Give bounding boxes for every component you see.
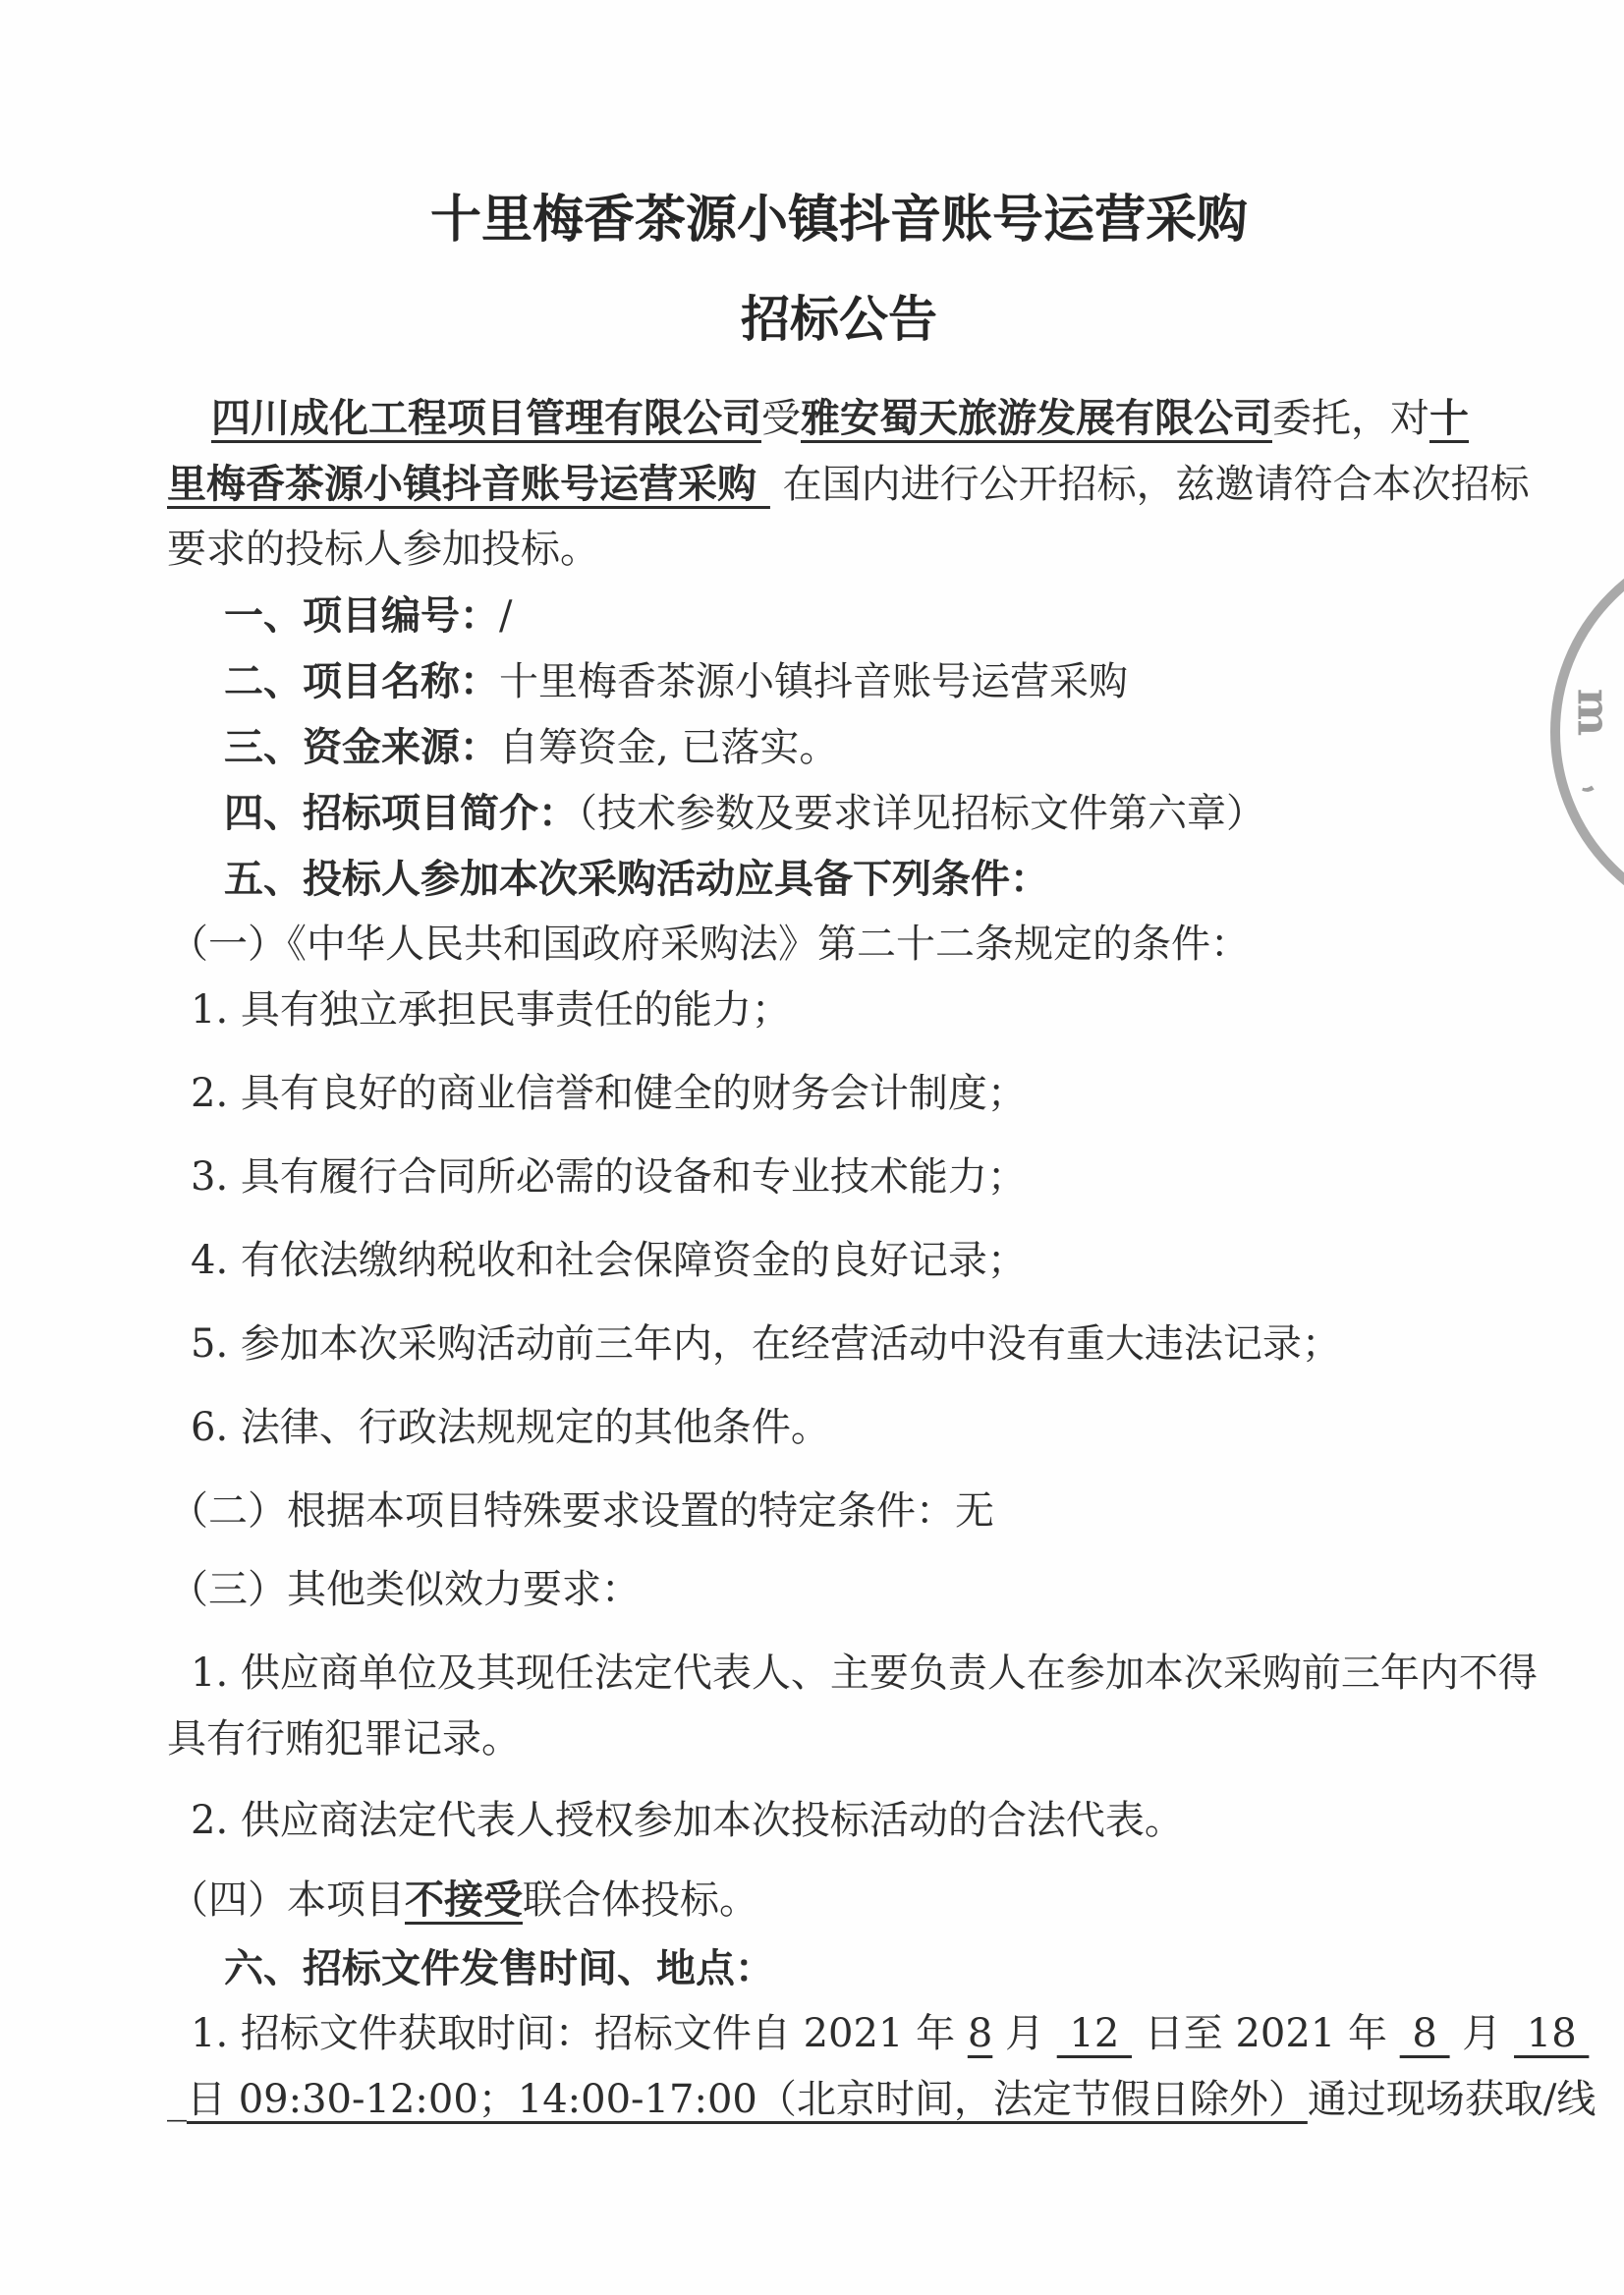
doc-line-22	[167, 1788, 1415, 1854]
doc-line-19	[167, 1557, 1415, 1623]
doc-line-25	[167, 2001, 1590, 2067]
text-run: 二、项目名称：	[224, 658, 499, 704]
text-run: 委托，对	[1272, 396, 1429, 441]
text-run: 十里梅香茶源小镇抖音账号运营采购	[499, 659, 1128, 704]
seal-glyph: m	[1567, 688, 1621, 737]
text-run: 4. 有依法缴纳税收和社会保障资金的良好记录；	[191, 1238, 1027, 1283]
doc-line-10	[167, 846, 1415, 912]
text-run: 日至 2021 年	[1132, 2011, 1400, 2056]
document-body	[167, 175, 1596, 2133]
doc-line-8	[167, 714, 1415, 780]
text-run: 里梅香茶源小镇抖音账号运营采购	[167, 461, 770, 507]
text-run: 十	[1429, 395, 1469, 441]
doc-line-18	[167, 1479, 1415, 1544]
text-run: 12	[1056, 2011, 1133, 2056]
text-run: （四）本项目	[169, 1877, 405, 1923]
text-run: 8	[1399, 2011, 1450, 2056]
text-run: 5. 参加本次采购活动前三年内，在经营活动中没有重大违法记录；	[191, 1321, 1341, 1367]
text-run: （一）《中华人民共和国政府采购法》第二十二条规定的条件：	[169, 922, 1250, 967]
doc-line-17	[167, 1395, 1415, 1461]
doc-line-3	[167, 385, 1469, 451]
text-run: 18	[1514, 2011, 1590, 2056]
text-run: （二）根据本项目特殊要求设置的特定条件：无	[169, 1488, 994, 1534]
text-run: 月	[992, 2011, 1057, 2056]
seal-tick-mark: ,	[1578, 767, 1617, 801]
text-run: 不接受	[405, 1876, 523, 1923]
text-run: 自筹资金, 已落实。	[499, 725, 839, 770]
text-run: 1. 招标文件获取时间：招标文件自 2021 年	[191, 2011, 968, 2056]
doc-line-12	[167, 978, 1415, 1043]
doc-line-4	[167, 451, 1530, 517]
doc-line-21	[167, 1707, 1415, 1772]
text-run: 2. 供应商法定代表人授权参加本次投标活动的合法代表。	[191, 1798, 1184, 1843]
text-run: （三）其他类似效力要求：	[169, 1567, 641, 1612]
text-run: _	[167, 2077, 187, 2122]
text-run: 一、项目编号：	[224, 592, 499, 639]
text-run: 3. 具有履行合同所必需的设备和专业技术能力；	[191, 1154, 1027, 1200]
doc-line-26	[167, 2067, 1596, 2133]
text-run: 十里梅香茶源小镇抖音账号运营采购	[429, 190, 1248, 250]
doc-line-11	[167, 912, 1415, 978]
doc-line-13	[167, 1061, 1415, 1127]
text-run: （技术参数及要求详见招标文件第六章）	[578, 791, 1265, 836]
text-run: 6. 法律、行政法规规定的其他条件。	[191, 1405, 830, 1450]
text-run: 月	[1449, 2011, 1515, 2056]
doc-line-9	[167, 780, 1415, 846]
doc-line-16	[167, 1312, 1415, 1377]
text-run: 具有行贿犯罪记录。	[167, 1716, 521, 1762]
text-run: 8	[967, 2011, 993, 2056]
text-run: 通过现场获取/线	[1307, 2077, 1596, 2122]
text-run: 在国内进行公开招标，兹邀请符合本次招标	[769, 462, 1530, 507]
doc-line-2	[167, 277, 1415, 362]
text-run: 2. 具有良好的商业信誉和健全的财务会计制度；	[191, 1071, 1027, 1116]
text-run: 日 09:30-12:00；14:00-17:00（北京时间，法定节假日除外）	[187, 2077, 1308, 2122]
doc-line-6	[167, 583, 1415, 648]
doc-line-23	[167, 1867, 1415, 1932]
text-run: /	[499, 593, 513, 639]
text-run: 1. 供应商单位及其现任法定代表人、主要负责人在参加本次采购前三年内不得	[191, 1651, 1538, 1696]
doc-line-20	[167, 1641, 1538, 1707]
doc-line-14	[167, 1145, 1415, 1210]
text-run: 1. 具有独立承担民事责任的能力；	[191, 987, 791, 1033]
doc-line-1	[167, 175, 1415, 265]
text-run: 五、投标人参加本次采购活动应具备下列条件：	[224, 856, 1049, 902]
text-run: 四川成化工程项目管理有限公司	[211, 395, 761, 441]
text-run: 招标公告	[741, 290, 937, 348]
text-run: 受	[761, 396, 801, 441]
text-run: 六、招标文件发售时间、地点：	[224, 1945, 774, 1991]
text-run: 联合体投标。	[523, 1877, 758, 1923]
doc-line-7	[167, 648, 1415, 714]
text-run: 四、招标项目简介：	[224, 790, 578, 836]
doc-line-24	[167, 1935, 1415, 2001]
doc-line-15	[167, 1228, 1415, 1294]
doc-line-5	[167, 517, 1415, 583]
text-run: 雅安蜀天旅游发展有限公司	[801, 395, 1272, 441]
text-run: 三、资金来源：	[224, 724, 499, 770]
text-run: 要求的投标人参加投标。	[167, 527, 599, 572]
